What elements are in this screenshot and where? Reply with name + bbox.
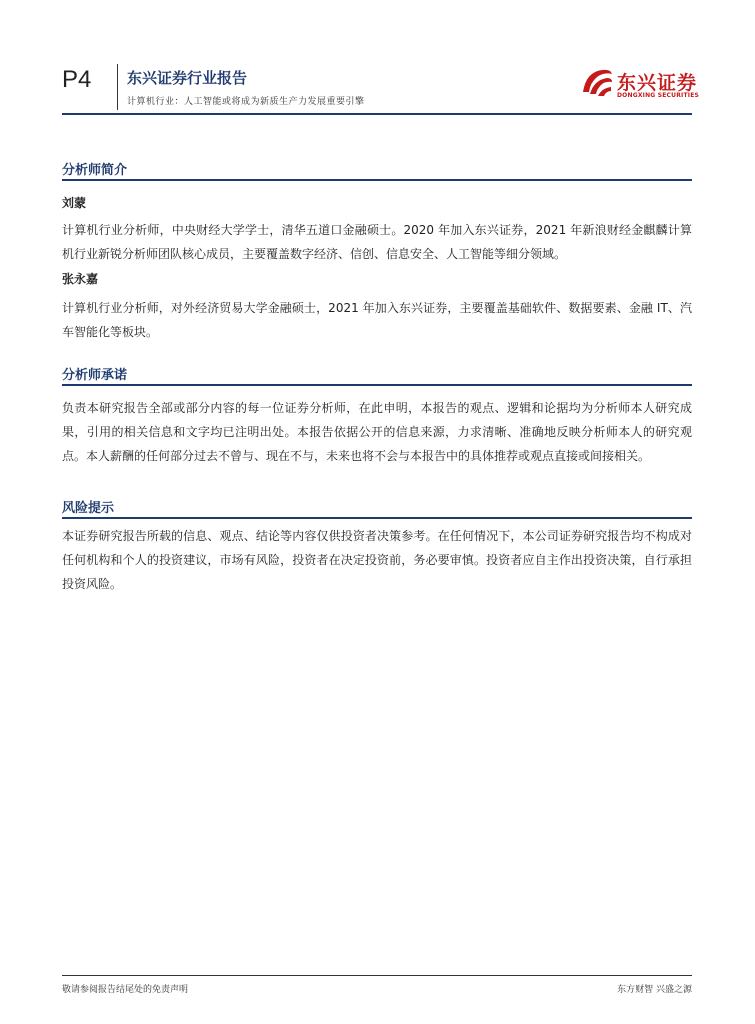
analyst-bio-2: 计算机行业分析师，对外经济贸易大学金融硕士，2021 年加入东兴证券，主要覆盖基础软件、数据要素、金融 IT、汽车智能化等板块。 xyxy=(62,301,692,339)
section-rule xyxy=(62,517,692,519)
analyst-name-1: 刘蒙 xyxy=(62,196,87,210)
section-heading-analysts: 分析师简介 xyxy=(62,163,128,178)
section-heading-risk: 风险提示 xyxy=(62,501,115,516)
section-risk xyxy=(62,497,692,519)
section-heading-commitment: 分析师承诺 xyxy=(62,368,128,383)
footer-disclaimer-note: 敬请参阅报告结尾处的免责声明 xyxy=(62,985,189,995)
footer-slogan: 东方财智 兴盛之源 xyxy=(617,985,692,995)
analyst-bio-1: 计算机行业分析师，中央财经大学学士，清华五道口金融硕士。2020 年加入东兴证券，2021 年新浪财经金麒麟计算机行业新锐分析师团队核心成员，主要覆盖数字经济、信创、信息安全、人工智能等细分领域。 xyxy=(62,223,692,261)
section-analysts xyxy=(62,159,692,181)
page-number: P4 xyxy=(62,66,92,93)
header-divider xyxy=(117,64,118,110)
analyst-name-2: 张永嘉 xyxy=(62,272,99,286)
commitment-text: 负责本研究报告全部或部分内容的每一位证券分析师，在此申明，本报告的观点、逻辑和论据均为分析师本人研究成果，引用的相关信息和文字均已注明出处。本报告依据公开的信息来源，力求清晰、准确地反映分析师本人的研究观点。本人薪酬的任何部分过去不曾与、现在不与，未来也将不会与本报告中的具体推荐或观点直接或间接相关。 xyxy=(62,401,692,463)
section-rule xyxy=(62,384,692,386)
report-subtitle: 计算机行业：人工智能或将成为新质生产力发展重要引擎 xyxy=(127,97,365,107)
logo-chinese-text: 东兴证券 xyxy=(617,72,698,94)
report-series-title: 东兴证券行业报告 xyxy=(127,69,248,87)
dongxing-logo xyxy=(580,66,710,106)
header-rule xyxy=(62,113,692,115)
section-commitment xyxy=(62,364,692,386)
dongxing-emblem-icon xyxy=(580,66,614,102)
logo-english-text: DONGXING SECURITIES xyxy=(617,92,700,99)
risk-text: 本证券研究报告所载的信息、观点、结论等内容仅供投资者决策参考。在任何情况下，本公司证券研究报告均不构成对任何机构和个人的投资建议，市场有风险，投资者在决定投资前，务必要审慎。投资者应自主作出投资决策，自行承担投资风险。 xyxy=(62,529,692,591)
footer-rule xyxy=(62,975,692,976)
section-rule xyxy=(62,179,692,181)
